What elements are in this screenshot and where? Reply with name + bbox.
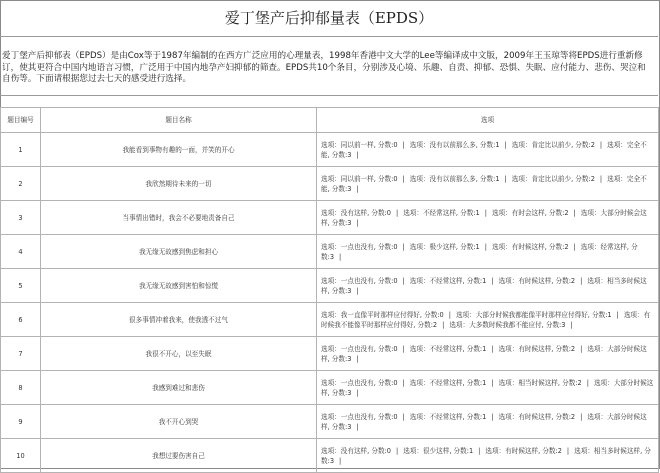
option-separator: | (448, 310, 451, 319)
option-separator: | (402, 140, 405, 149)
option-separator: | (491, 344, 494, 353)
option-separator: | (573, 208, 576, 217)
option-separator: | (356, 354, 359, 363)
intro-paragraph: 爱丁堡产后抑郁表（EPDS）是由Cox等于1987年编制的在西方广泛应用的心理量表，1998年香港中文大学的Lee等编译成中文版，2009年王玉琼等将EPDS进行重新修订，使其更符合中国内地语言习惯，广泛用于中国内地孕产妇抑郁的筛查。EPDS共10个条目，分别涉及心境、乐趣、自责、抑郁、恐惧、失眠、应付能力、悲伤、哭泣和自伤等。下面请根据您过去七天的感受进行选择。 (2, 51, 646, 84)
option-item: 选项：我一直像平时那样应付得好, 分数:0 (321, 310, 444, 319)
question-number: 4 (1, 235, 41, 269)
header-name: 题目名称 (41, 108, 317, 133)
option-item: 选项：大多数时候我都不能应付, 分数:3 (449, 320, 566, 329)
question-options (317, 371, 659, 405)
option-item: 选项：大部分时候这样, 分数:3 (321, 412, 647, 431)
option-item: 选项：有时候这样, 分数:2 (498, 412, 576, 421)
option-item: 选项：有时候这样, 分数:2 (498, 276, 576, 285)
option-item: 选项：不经常这样, 分数:1 (409, 276, 487, 285)
question-table (0, 107, 659, 473)
table-row (1, 167, 659, 201)
table-row (1, 201, 659, 235)
option-separator: | (395, 208, 399, 217)
question-text: 很多事情冲着我来，使我透不过气 (41, 303, 317, 337)
question-text: 我能看到事物有趣的一面，并笑的开心 (41, 133, 317, 167)
option-item: 选项：不经常这样, 分数:1 (409, 344, 487, 353)
question-number: 9 (1, 405, 41, 439)
option-separator: | (616, 310, 619, 319)
table-row (1, 337, 659, 371)
option-separator: | (402, 174, 405, 183)
option-separator: | (356, 184, 359, 193)
question-options (317, 167, 659, 201)
option-separator: | (339, 456, 342, 465)
option-separator: | (484, 208, 487, 217)
option-separator: | (491, 276, 494, 285)
option-item: 选项：肯定比以前少, 分数:2 (511, 174, 595, 183)
option-item: 选项：相当多时候这样, 分数:3 (321, 446, 651, 465)
question-options (317, 439, 659, 473)
option-separator: | (580, 276, 583, 285)
question-text: 我无缘无故感到焦虑和担心 (41, 235, 317, 269)
option-item: 选项：完全不能, 分数:3 (321, 140, 647, 159)
question-text: 我想过要伤害自己 (41, 439, 317, 473)
table-row (1, 235, 659, 269)
option-item: 选项：没有这样, 分数:0 (321, 208, 391, 217)
question-number: 1 (1, 133, 41, 167)
question-text: 我很不开心，以至失眠 (41, 337, 317, 371)
option-separator: | (504, 140, 507, 149)
option-item: 选项：大部分时候这样, 分数:3 (321, 344, 647, 363)
option-separator: | (339, 252, 342, 261)
question-options (317, 405, 659, 439)
header-num: 题目编号 (1, 108, 41, 133)
question-number: 10 (1, 439, 41, 473)
option-separator: | (566, 446, 570, 455)
question-number: 8 (1, 371, 41, 405)
question-options (317, 337, 659, 371)
option-separator: | (504, 174, 507, 183)
option-item: 选项：很少这样, 分数:1 (403, 446, 474, 455)
option-item: 选项：一点也没有, 分数:0 (321, 344, 398, 353)
option-separator: | (395, 446, 399, 455)
option-item: 选项：没有以前那么多, 分数:1 (409, 140, 500, 149)
option-separator: | (491, 412, 494, 421)
option-separator: | (586, 378, 589, 387)
question-text: 我无缘无故感到害怕和惊慌 (41, 269, 317, 303)
question-options (317, 201, 659, 235)
intro-divider (0, 95, 658, 96)
option-item: 选项：不经常这样, 分数:1 (409, 378, 487, 387)
option-item: 选项：一点也没有, 分数:0 (321, 412, 398, 421)
table-body (1, 133, 659, 473)
option-separator: | (570, 320, 573, 329)
option-item: 选项：完全不能, 分数:3 (321, 174, 647, 193)
option-separator: | (478, 446, 481, 455)
option-separator: | (442, 320, 445, 329)
table-row (1, 269, 659, 303)
option-item: 选项：大部分时候会这样, 分数:3 (321, 208, 647, 227)
page-title: 爱丁堡产后抑郁量表（EPDS） (224, 9, 434, 27)
question-options (317, 303, 659, 337)
table-header-row (1, 108, 659, 133)
table-row (1, 371, 659, 405)
table-row (1, 303, 659, 337)
option-separator: | (402, 242, 405, 251)
question-text: 我欣然期待未来的一切 (41, 167, 317, 201)
table-row (1, 405, 659, 439)
question-options (317, 269, 659, 303)
option-separator: | (402, 344, 405, 353)
option-item: 选项：极少这样, 分数:1 (409, 242, 480, 251)
option-item: 选项：一点也没有, 分数:0 (321, 378, 398, 387)
option-separator: | (580, 344, 583, 353)
question-number: 5 (1, 269, 41, 303)
option-separator: | (356, 286, 359, 295)
option-separator: | (356, 150, 359, 159)
option-item: 选项：一点也没有, 分数:0 (321, 276, 398, 285)
option-separator: | (356, 388, 359, 397)
title-divider (0, 36, 658, 37)
option-item: 选项：经常这样, 分数:3 (321, 242, 638, 261)
option-item: 选项：不经常这样, 分数:1 (409, 412, 487, 421)
option-separator: | (356, 218, 359, 227)
option-item: 选项：有时会这样, 分数:2 (491, 208, 569, 217)
question-number: 6 (1, 303, 41, 337)
option-separator: | (573, 242, 576, 251)
option-item: 选项：一点也没有, 分数:0 (321, 242, 398, 251)
option-item: 选项：相当时候这样, 分数:2 (498, 378, 582, 387)
table-row (1, 133, 659, 167)
table-row (1, 439, 659, 473)
question-number: 7 (1, 337, 41, 371)
option-separator: | (356, 422, 359, 431)
header-options: 选项 (317, 108, 659, 133)
question-text: 我不开心到哭 (41, 405, 317, 439)
option-item: 选项：同以前一样, 分数:0 (321, 174, 398, 183)
option-separator: | (402, 276, 405, 285)
option-separator: | (599, 174, 603, 183)
option-item: 选项：有时候这样, 分数:2 (498, 344, 576, 353)
option-item: 选项：没有这样, 分数:0 (321, 446, 391, 455)
option-separator: | (484, 242, 487, 251)
question-text: 我感到难过和悲伤 (41, 371, 317, 405)
option-separator: | (402, 412, 405, 421)
question-number: 2 (1, 167, 41, 201)
option-item: 选项：不经常这样, 分数:1 (403, 208, 480, 217)
option-item: 选项：有时候这样, 分数:2 (485, 446, 562, 455)
option-item: 选项：相当多时候这样, 分数:3 (321, 276, 647, 295)
option-item: 选项：大部分时候这样, 分数:3 (321, 378, 654, 397)
option-item: 选项：有时候这样, 分数:2 (491, 242, 569, 251)
option-item: 选项：同以前一样, 分数:0 (321, 140, 398, 149)
option-separator: | (402, 378, 405, 387)
option-separator: | (491, 378, 494, 387)
question-options (317, 235, 659, 269)
option-item: 选项：没有以前那么多, 分数:1 (409, 174, 500, 183)
question-options (317, 133, 659, 167)
option-separator: | (580, 412, 583, 421)
option-item: 选项：有时候我不能像平时那样应付得好, 分数:2 (321, 310, 651, 329)
option-item: 选项：大部分时候我都能像平时那样应付得好, 分数:1 (455, 310, 612, 319)
option-separator: | (599, 140, 603, 149)
question-text: 当事情出错时，我会不必要地责备自己 (41, 201, 317, 235)
question-number: 3 (1, 201, 41, 235)
option-item: 选项：肯定比以前少, 分数:2 (511, 140, 595, 149)
